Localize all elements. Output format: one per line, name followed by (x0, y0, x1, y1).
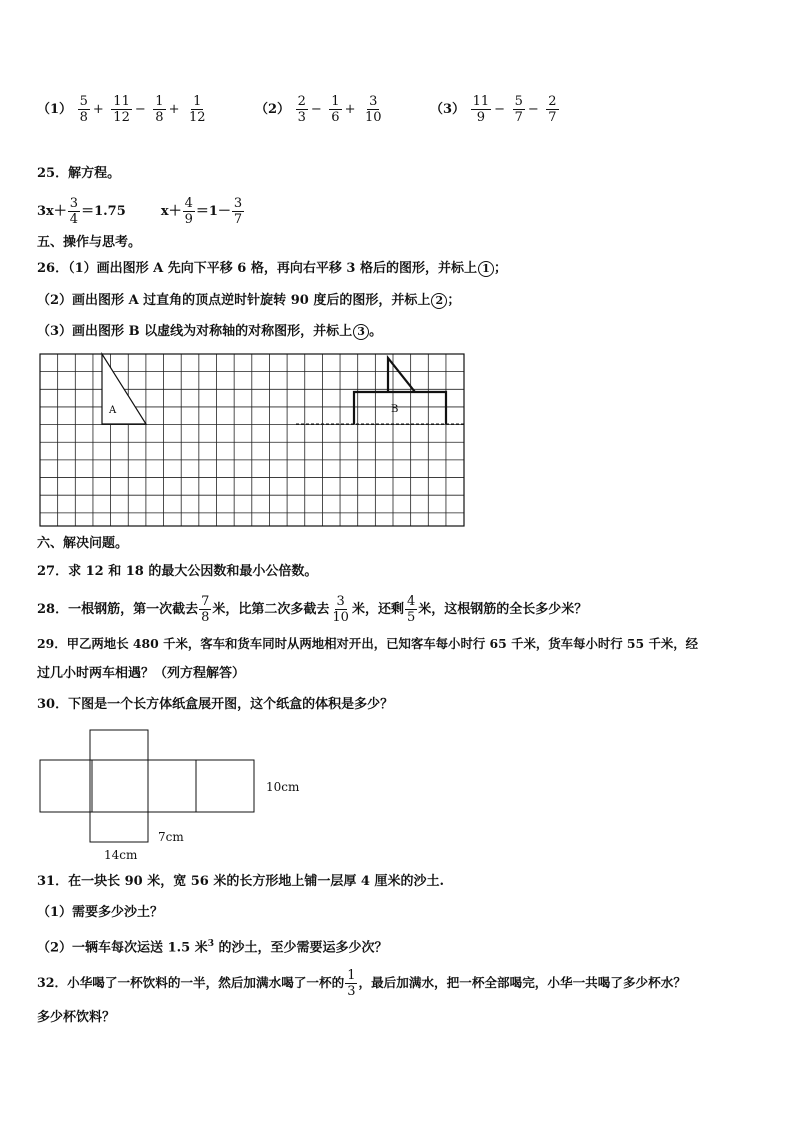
section-5-heading: 五、操作与思考。 (37, 235, 142, 250)
fraction: $\frac{3}{10}$ (332, 594, 349, 625)
shape-a-label: A (109, 405, 117, 416)
fraction: $\frac{2}{3}$ (297, 94, 306, 125)
box-net-diagram (38, 728, 368, 868)
q25-title: 25．解方程。 (37, 166, 121, 181)
fraction: $\frac{11}{12}$ (113, 94, 130, 125)
q32-line1: 32．小华喝了一杯饮料的一半，然后加满水喝了一杯的 $\frac{1}{3}$ ，最后加满水，把一杯全部喝完，小华一共喝了多少杯水？ (37, 968, 686, 999)
fraction: $\frac{4}{5}$ (406, 594, 416, 625)
fraction: $\frac{1}{6}$ (331, 94, 340, 125)
circled-number: 2 (431, 293, 447, 309)
fraction: $\frac{11}{9}$ (472, 94, 490, 125)
fraction: $\frac{3}{4}$ (69, 196, 79, 227)
fraction: $\frac{2}{7}$ (548, 94, 557, 125)
fraction: $\frac{5}{8}$ (79, 94, 88, 125)
label-length: 14cm (104, 848, 138, 862)
q27: 27．求 12 和 18 的最大公因数和最小公倍数。 (37, 564, 318, 579)
fraction: $\frac{1}{12}$ (189, 94, 206, 125)
label-width: 7cm (158, 830, 184, 844)
fraction: $\frac{3}{10}$ (365, 94, 382, 125)
q26-line3: （3）画出图形 B 以虚线为对称轴的对称图形，并标上 3 。 (37, 324, 383, 339)
label-height: 10cm (266, 780, 300, 794)
q30: 30．下图是一个长方体纸盒展开图，这个纸盒的体积是多少？ (37, 697, 394, 712)
q29-line2: 过几小时两车相遇？（列方程解答） (37, 666, 246, 681)
q26-line2: （2）画出图形 A 过直角的顶点逆时针旋转 90 度后的图形，并标上 2 ； (37, 293, 461, 308)
q31-intro: 31．在一块长 90 米，宽 56 米的长方形地上铺一层厚 4 厘米的沙土. (37, 874, 444, 889)
q24-1-label: （1） (37, 102, 73, 117)
q24-3: （3） $\frac{11}{9}$ − $\frac{5}{7}$ − $\frac{2}{7}$ (430, 94, 557, 125)
shape-b (354, 392, 446, 424)
shape-b-label: B (391, 404, 399, 415)
fraction: $\frac{4}{9}$ (184, 196, 193, 227)
q31-part2: （2）一辆车每次运送 1.5 米$^3$ 的沙土，至少需要运多少次？ (37, 939, 388, 956)
q24-2: （2） $\frac{2}{3}$ − $\frac{1}{6}$ + $\frac{3}{10}$ (255, 94, 382, 125)
q28: 28．一根钢筋，第一次截去 $\frac{7}{8}$ 米，比第二次多截去 $\frac{3}{10}$ 米，还剩 $\frac{4}{5}$ 米，这根钢筋的全长多少米？ (37, 594, 588, 625)
fraction: $\frac{5}{7}$ (514, 94, 523, 125)
q29-line1: 29．甲乙两地长 480 千米，客车和货车同时从两地相对开出，已知客车每小时行 65 千米，货车每小时行 55 千米，经 (37, 636, 699, 651)
circled-number: 3 (353, 324, 369, 340)
fraction: $\frac{7}{8}$ (201, 594, 210, 625)
fraction: $\frac{3}{7}$ (233, 196, 243, 227)
q25-equations: 3x＋ $\frac{3}{4}$ ＝1.75 x＋ $\frac{4}{9}$ ＝1－ $\frac{3}{7}$ (37, 196, 243, 227)
grid-diagram (38, 352, 470, 530)
q24-row: （1） $\frac{5}{8}$ + $\frac{11}{12}$ − $\frac{1}{8}$ + $\frac{1}{12}$ (37, 94, 206, 125)
fraction: $\frac{1}{3}$ (347, 968, 356, 999)
circled-number: 1 (478, 261, 494, 277)
q32-line2: 多少杯饮料？ (37, 1010, 116, 1025)
q31-part1: （1）需要多少沙土？ (37, 905, 164, 920)
q26-line1: 26．（1）画出图形 A 先向下平移 6 格，再向右平移 3 格后的图形，并标上 1 ； (37, 261, 507, 276)
section-6-heading: 六、解决问题。 (37, 536, 129, 551)
fraction: $\frac{1}{8}$ (155, 94, 164, 125)
